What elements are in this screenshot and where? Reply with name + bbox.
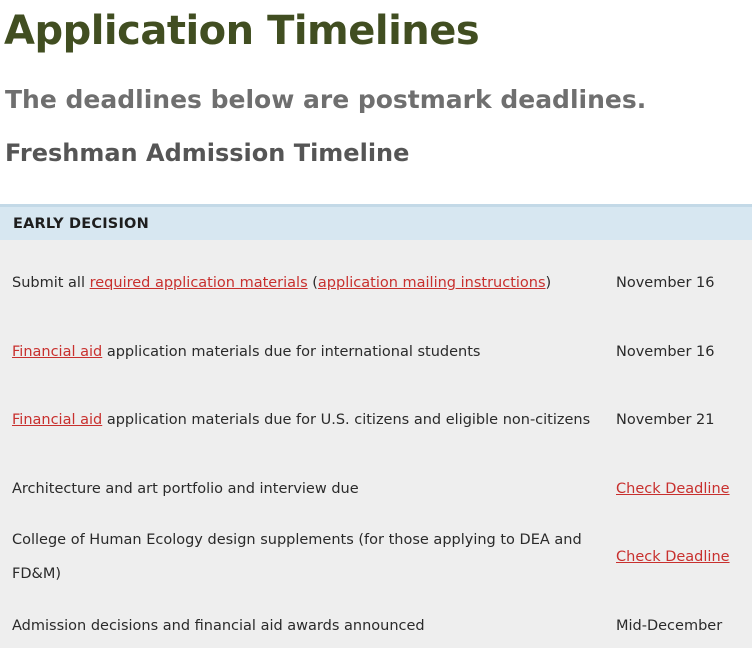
task-text: ( bbox=[307, 275, 318, 291]
task-cell bbox=[0, 266, 604, 300]
intro-text: The deadlines below are postmark deadlines. bbox=[5, 85, 647, 114]
section-subheading: Freshman Admission Timeline bbox=[5, 139, 410, 167]
task-cell: Admission decisions and financial aid awards announced bbox=[12, 617, 425, 634]
table-row bbox=[0, 326, 752, 377]
deadline-cell: Mid-December bbox=[616, 617, 723, 634]
table-row bbox=[0, 377, 752, 463]
financial-aid-link[interactable]: Financial aid bbox=[12, 343, 103, 360]
early-decision-label: EARLY DECISION bbox=[13, 215, 149, 232]
task-text: Submit all bbox=[12, 275, 90, 291]
deadline-cell: November 16 bbox=[616, 275, 715, 291]
task-text: ) bbox=[545, 275, 552, 291]
table-row bbox=[0, 463, 752, 514]
deadline-cell bbox=[604, 481, 752, 497]
required-materials-link[interactable]: required application materials bbox=[89, 275, 308, 291]
early-decision-header bbox=[0, 204, 752, 240]
timeline-body bbox=[0, 240, 752, 648]
deadline-cell: November 16 bbox=[616, 343, 715, 360]
table-row bbox=[0, 514, 752, 600]
task-cell: College of Human Ecology design supplements (for those applying to DEA and FD&M) bbox=[12, 532, 582, 582]
check-deadline-link[interactable]: Check Deadline bbox=[616, 480, 730, 497]
check-deadline-link[interactable]: Check Deadline bbox=[616, 549, 730, 565]
table-row bbox=[0, 240, 752, 326]
mailing-instructions-link[interactable]: application mailing instructions bbox=[317, 275, 546, 291]
timeline-table bbox=[0, 204, 752, 648]
table-row bbox=[0, 600, 752, 648]
task-cell: Architecture and art portfolio and interview due bbox=[12, 480, 359, 497]
deadline-cell: November 21 bbox=[616, 412, 715, 428]
deadline-cell bbox=[604, 549, 752, 565]
task-text: application materials due for international students bbox=[102, 343, 481, 360]
page-title: Application Timelines bbox=[4, 8, 480, 54]
financial-aid-link[interactable]: Financial aid bbox=[12, 412, 103, 428]
task-text: application materials due for U.S. citizens and eligible non-citizens bbox=[102, 412, 591, 428]
task-cell bbox=[0, 403, 604, 437]
task-cell bbox=[0, 335, 604, 369]
